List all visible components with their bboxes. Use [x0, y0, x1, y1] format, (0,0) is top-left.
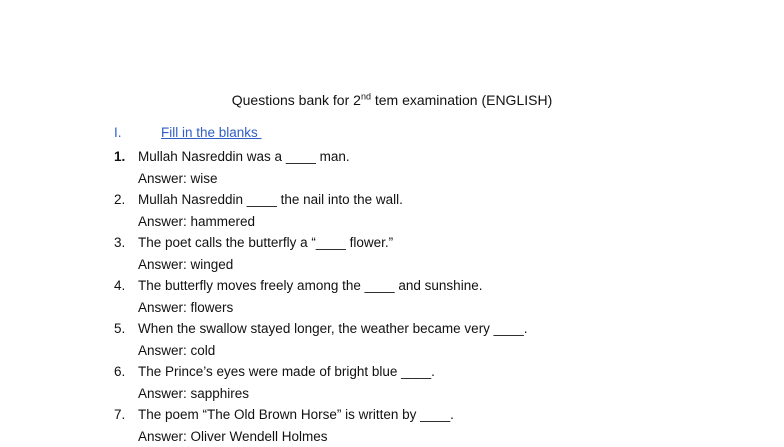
question-number: 1. — [114, 146, 138, 168]
question-item — [114, 146, 764, 189]
answer-text: Answer: cold — [114, 340, 764, 362]
question-text: The poet calls the butterfly a “____ flower.” — [138, 235, 393, 250]
question-text: The Prince’s eyes were made of bright blue ____. — [138, 364, 435, 379]
answer-text: Answer: flowers — [114, 297, 764, 319]
question-item — [114, 189, 764, 232]
answer-text: Answer: Oliver Wendell Holmes — [114, 426, 764, 447]
document-title — [0, 92, 784, 108]
question-item — [114, 318, 764, 361]
answer-text: Answer: winged — [114, 254, 764, 276]
question-number: 4. — [114, 275, 138, 297]
question-list — [114, 146, 764, 447]
answer-text: Answer: wise — [114, 168, 764, 190]
question-text: The butterfly moves freely among the ____ and sunshine. — [138, 278, 482, 293]
answer-text: Answer: hammered — [114, 211, 764, 233]
section-label: Fill in the blanks — [161, 125, 262, 140]
question-number: 2. — [114, 189, 138, 211]
question-number: 6. — [114, 361, 138, 383]
question-item — [114, 232, 764, 275]
title-text-start: Questions bank for 2 — [232, 92, 361, 108]
question-text: The poem “The Old Brown Horse” is written by ____. — [138, 407, 454, 422]
section-number: I. — [114, 125, 161, 140]
title-ordinal-suffix: nd — [361, 91, 371, 101]
question-item — [114, 361, 764, 404]
question-text: Mullah Nasreddin was a ____ man. — [138, 149, 350, 164]
question-item — [114, 275, 764, 318]
question-text: When the swallow stayed longer, the weather became very ____. — [138, 321, 527, 336]
section-heading — [114, 125, 262, 140]
question-number: 7. — [114, 404, 138, 426]
question-number: 3. — [114, 232, 138, 254]
title-text-end: tem examination (ENGLISH) — [371, 92, 552, 108]
question-number: 5. — [114, 318, 138, 340]
answer-text: Answer: sapphires — [114, 383, 764, 405]
question-text: Mullah Nasreddin ____ the nail into the wall. — [138, 192, 403, 207]
